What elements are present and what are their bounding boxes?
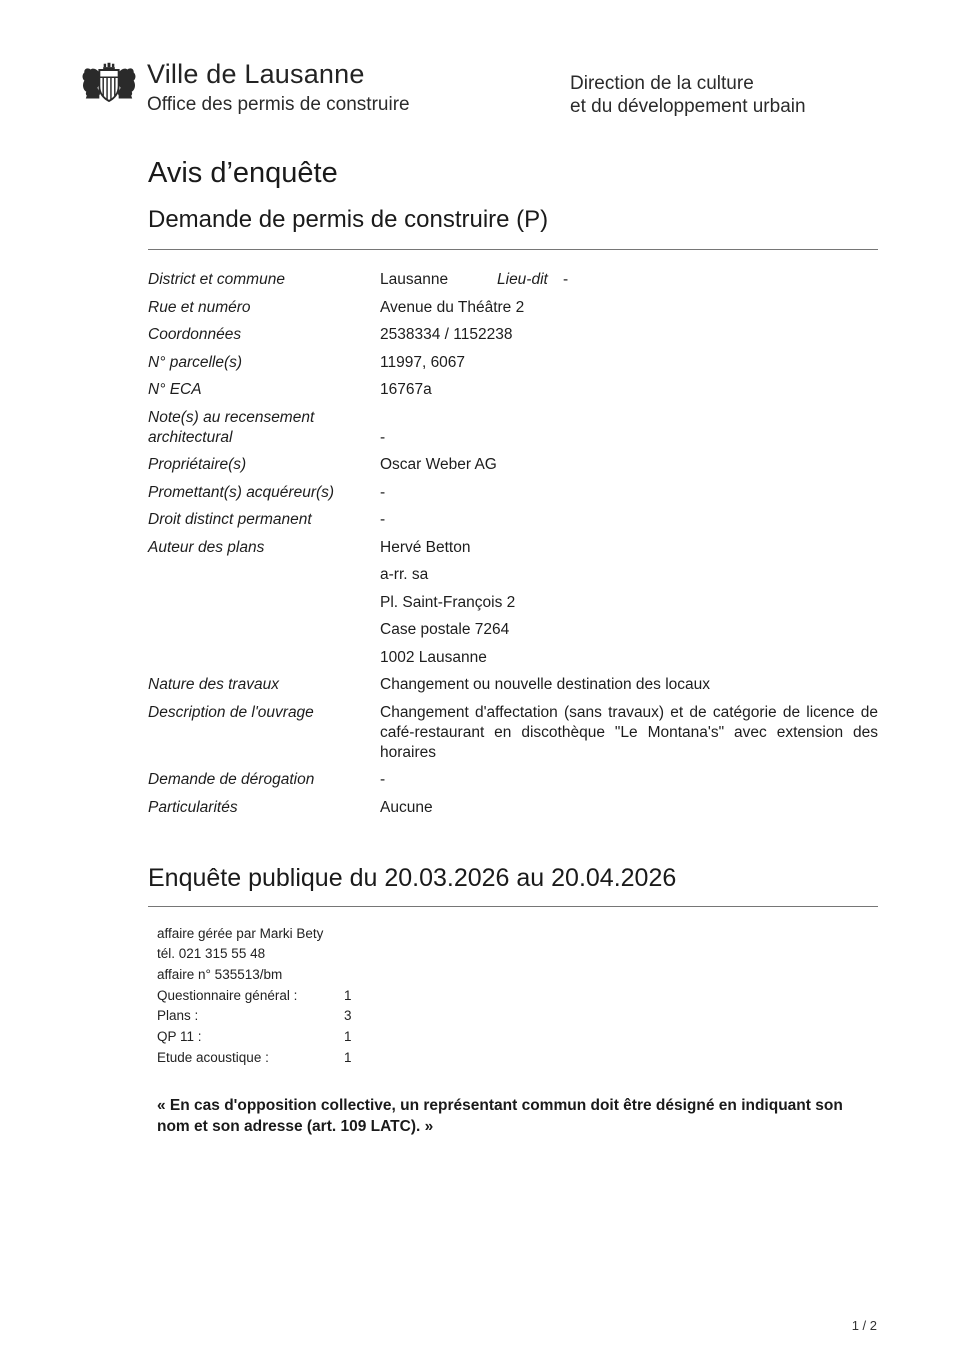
field-row (148, 510, 878, 530)
field-value-line: Aucune (380, 798, 433, 816)
field-row (148, 455, 878, 475)
field-row (148, 270, 878, 290)
divider (148, 906, 878, 907)
field-label: Description de l'ouvrage (148, 703, 314, 721)
lausanne-coat-of-arms-icon (80, 60, 138, 110)
document-body (0, 156, 970, 1137)
field-row (148, 770, 878, 790)
page-title: Avis d’enquête (148, 157, 338, 189)
field-row (148, 703, 878, 763)
field-row (148, 538, 878, 668)
case-line: affaire gérée par Marki Bety (157, 925, 324, 941)
field-value-line: a-rr. sa (380, 566, 429, 583)
field-value (380, 703, 878, 763)
field-value-line (380, 270, 878, 290)
org-name: Ville de Lausanne (147, 59, 365, 89)
field-label: N° parcelle(s) (148, 353, 243, 371)
field-label: N° ECA (148, 381, 202, 398)
field-row (148, 298, 878, 318)
field-label: Demande de dérogation (148, 771, 315, 788)
field-label: Promettant(s) acquéreur(s) (148, 483, 335, 501)
field-value-line: 1002 Lausanne (380, 648, 487, 666)
direction-line-1: Direction de la culture (570, 73, 754, 94)
field-value-line: Avenue du Théâtre 2 (380, 298, 525, 316)
field-value-line: Case postale 7264 (380, 621, 510, 638)
document-count: 3 (344, 1008, 352, 1024)
field-label: Nature des travaux (148, 676, 279, 693)
field-value (380, 270, 878, 290)
field-label: Note(s) au recensement architectural (148, 408, 315, 446)
office-name: Office des permis de construire (147, 94, 410, 115)
document-count-row (157, 1048, 878, 1069)
direction-block (570, 72, 806, 118)
document-count-row (157, 986, 878, 1007)
field-label: Particularités (148, 798, 238, 816)
divider (148, 249, 878, 250)
field-row (148, 408, 878, 448)
field-row (148, 483, 878, 503)
field-value (380, 380, 878, 400)
field-row (148, 675, 878, 695)
field-value (380, 428, 878, 448)
field-value (380, 770, 878, 790)
field-value-line: - (380, 483, 386, 501)
field-value-line: 11997, 6067 (380, 353, 466, 371)
field-value (380, 353, 878, 373)
field-value (380, 798, 878, 818)
field-value-line: Pl. Saint-François 2 (380, 593, 516, 611)
field-value (380, 675, 878, 695)
field-value-line: Hervé Betton (380, 538, 471, 556)
field-label: Auteur des plans (148, 538, 265, 556)
field-label: Propriétaire(s) (148, 456, 247, 473)
field-value-line: Oscar Weber AG (380, 456, 497, 473)
field-value (380, 483, 878, 503)
field-label: Rue et numéro (148, 298, 251, 316)
field-row (148, 380, 878, 400)
document-count: 1 (344, 1029, 352, 1045)
field-value (380, 538, 878, 668)
field-value-line: - (380, 511, 386, 528)
document-count-row (157, 1006, 878, 1027)
field-value (380, 298, 878, 318)
brand-text (147, 58, 410, 117)
field-value (380, 510, 878, 530)
document-label: Questionnaire général : (157, 987, 298, 1003)
field-value-line: Changement d'affectation (sans travaux) et de catégorie de licence de café-restaurant en discothèque "Le Montana's" avec extension des horaires (380, 703, 878, 761)
document-label: QP 11 : (157, 1029, 202, 1045)
inquiry-heading: Enquête publique du 20.03.2026 au 20.04.2026 (148, 863, 677, 892)
field-extra-label: Lieu-dit (497, 271, 548, 288)
field-value-line: - (380, 771, 386, 788)
document-label: Etude acoustique : (157, 1049, 269, 1065)
field-value-line: 16767a (380, 381, 432, 398)
field-extra-value: - (563, 271, 569, 288)
fields-table (148, 270, 878, 818)
document-count: 1 (344, 987, 352, 1003)
field-row (148, 325, 878, 345)
case-info-block (157, 924, 878, 1069)
case-line: affaire n° 535513/bm (157, 966, 283, 982)
field-value-line: 2538334 / 1152238 (380, 326, 513, 343)
field-value-line: - (380, 428, 386, 446)
page-number: 1 / 2 (851, 1318, 877, 1333)
document-count-row (157, 1027, 878, 1048)
field-value-text: Lausanne (380, 271, 449, 288)
field-label: District et commune (148, 271, 285, 288)
field-row (148, 353, 878, 373)
field-value-line: Changement ou nouvelle destination des locaux (380, 676, 711, 693)
direction-line-2: et du développement urbain (570, 96, 806, 117)
case-line: tél. 021 315 55 48 (157, 946, 266, 962)
field-value (380, 455, 878, 475)
opposition-notice: « En cas d'opposition collective, un représentant commun doit être désigné en indiquant son nom et son adresse (art. 109 LATC). » (157, 1097, 843, 1136)
document-label: Plans : (157, 1008, 199, 1024)
field-row (148, 798, 878, 818)
page-subtitle: Demande de permis de construire (P) (148, 206, 549, 233)
field-value (380, 325, 878, 345)
field-label: Droit distinct permanent (148, 511, 312, 528)
field-label: Coordonnées (148, 326, 242, 343)
document-count: 1 (344, 1049, 352, 1065)
document-header (0, 0, 970, 117)
